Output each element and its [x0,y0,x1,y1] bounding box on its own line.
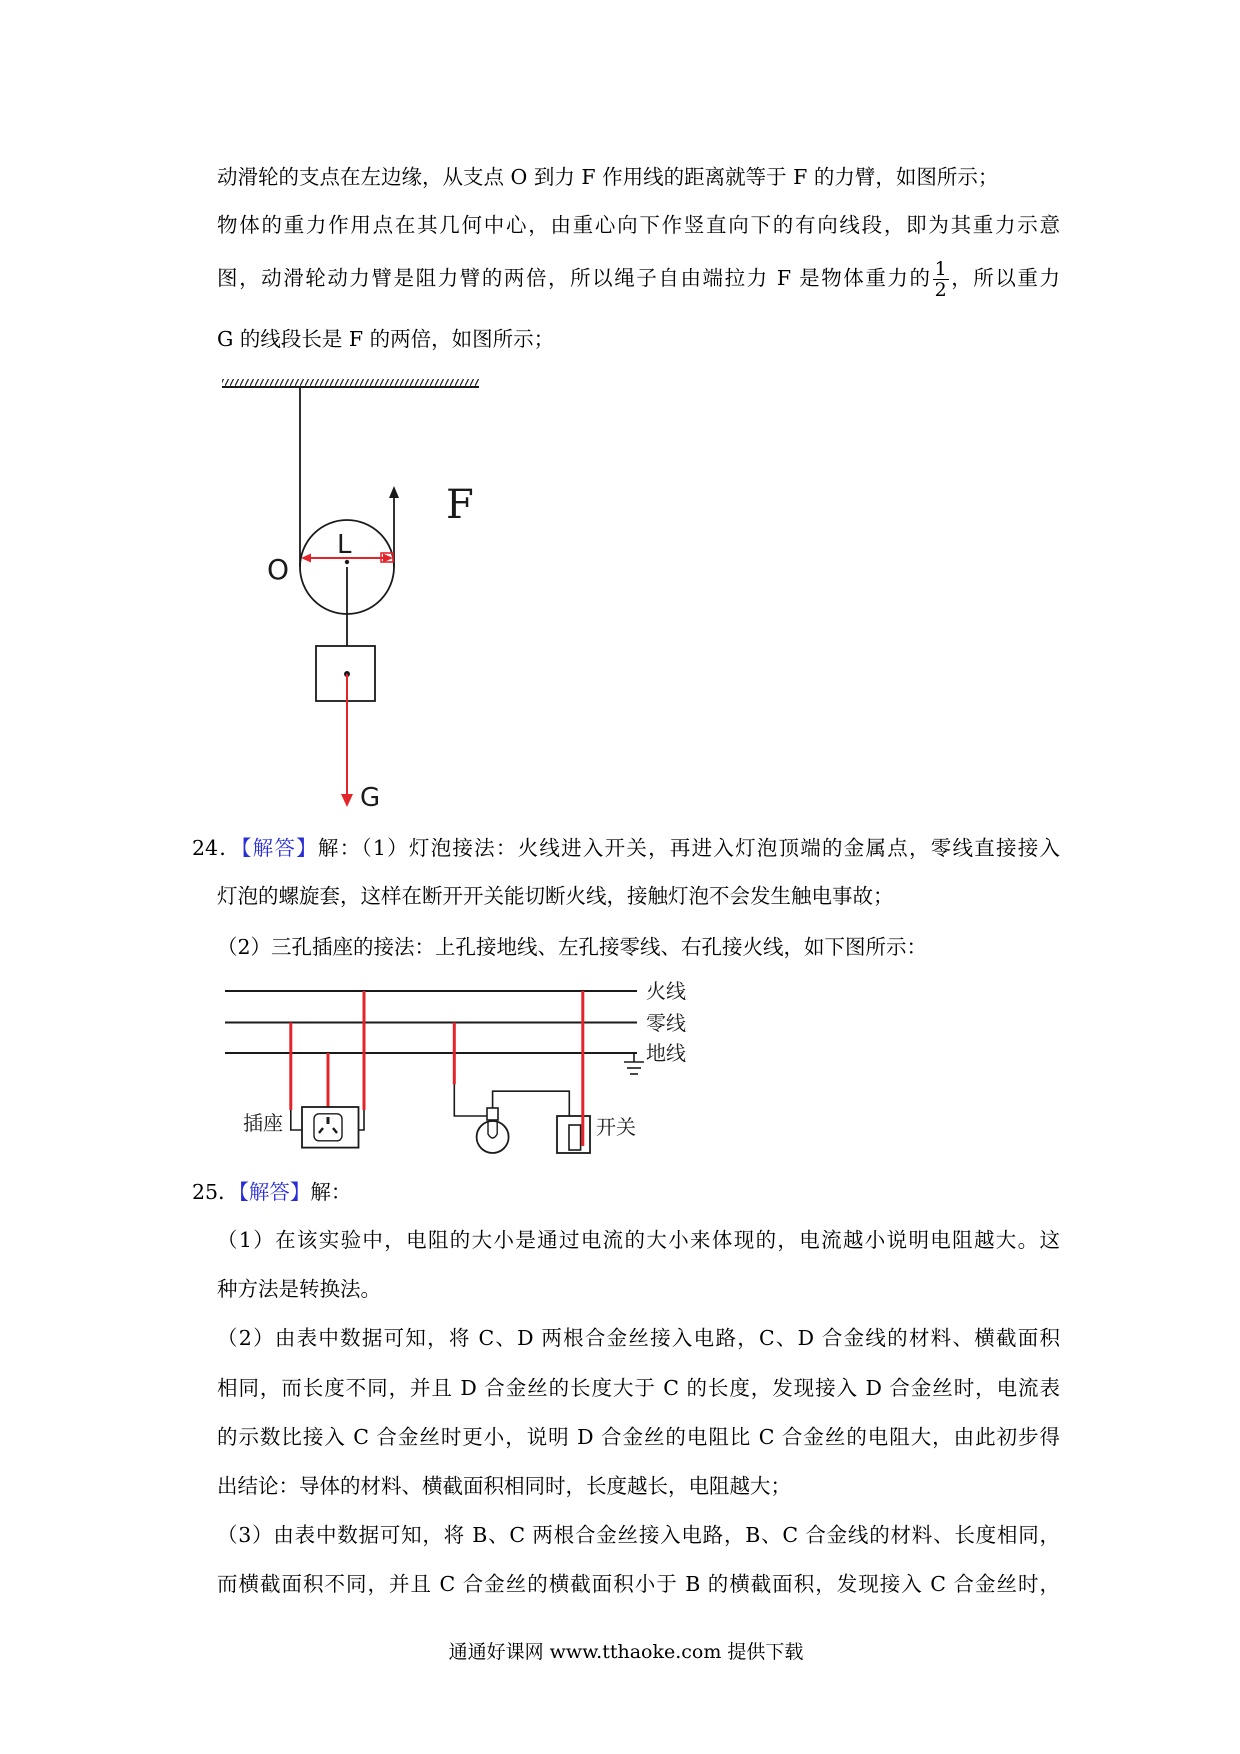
switch-lever [569,1125,581,1150]
lamp-switch-lead [493,1091,570,1116]
answer-24-line-1 [192,833,1060,863]
socket-label: 插座 [243,1111,283,1135]
three-hole-socket [302,1107,359,1148]
force-label: F [446,482,474,528]
answer-23-line-4: G 的线段长是 F 的两倍，如图所示； [217,327,555,351]
bulb-filament [488,1122,497,1138]
pulley-figure [200,370,500,820]
answer-25-line: 相同，而长度不同，并且 D 合金丝的长度大于 C 的长度，发现接入 D 合金丝时，电流表 [217,1376,1060,1400]
fraction-one-half [933,259,949,300]
axle-dot [345,560,349,564]
answer-25-line: （1）在该实验中，电阻的大小是通过电流的大小来体现的，电流越小说明电阻越大。这 [217,1228,1060,1252]
light-bulb [477,1121,509,1153]
pull-force-arrowhead [389,486,399,498]
answer-25-line: 出结论：导体的材料、横截面积相同时，长度越长，电阻越大； [217,1474,791,1498]
lever-arm-label: L [337,530,352,560]
answer-tag: 【解答】 [241,836,318,860]
answer-23-line-3-before: 图，动滑轮动力臂是阻力臂的两倍，所以绳子自由端拉力 F 是物体重力的 [217,266,932,290]
answer-24-line-1-text: 解：（1）灯泡接法：火线进入开关，再进入灯泡顶端的金属点，零线直接接入 [317,836,1060,860]
answer-25-line: （3）由表中数据可知，将 B、C 两根合金丝接入电路，B、C 合金线的材料、长度相同， [217,1523,1060,1547]
gravity-arrowhead [341,794,353,807]
pivot-label: O [267,553,290,586]
question-number: 24． [192,836,242,860]
answer-23-line-1: 动滑轮的支点在左边缘，从支点 O 到力 F 作用线的距离就等于 F 的力臂，如图所示； [217,165,999,189]
fraction-denominator: 2 [934,279,947,301]
gravity-label: G [360,783,381,813]
answer-23-line-3 [217,255,1060,301]
ground-symbol [624,1053,644,1074]
socket-left-hole [319,1128,323,1133]
answer-24-line-3: （2）三孔插座的接法：上孔接地线、左孔接零线、右孔接火线，如下图所示： [217,935,928,959]
answer-tag: 【解答】 [238,1180,311,1204]
answer-25-line: 种方法是转换法。 [217,1277,381,1301]
answer-25-intro: 解： [310,1180,352,1204]
socket-right-hole [333,1128,337,1133]
answer-25-header [192,1177,1060,1207]
neutral-wire-label: 零线 [646,1011,686,1035]
question-number: 25． [192,1180,239,1204]
answer-25-line: 而横截面积不同，并且 C 合金丝的横截面积小于 B 的横截面积，发现接入 C 合金丝时， [217,1572,1060,1596]
live-wire-label: 火线 [646,979,686,1003]
answer-23-line-2: 物体的重力作用点在其几何中心，由重心向下作竖直向下的有向线段，即为其重力示意 [217,213,1060,237]
ground-wire-label: 地线 [646,1041,686,1065]
answer-25-line: （2）由表中数据可知，将 C、D 两根合金丝接入电路，C、D 合金线的材料、横截面积 [217,1326,1060,1350]
socket-neutral-lead [291,1110,302,1130]
fraction-numerator: 1 [934,258,947,280]
socket-top-hole [327,1117,330,1124]
household-circuit-figure [210,970,710,1170]
answer-25-line: 的示数比接入 C 合金丝时更小，说明 D 合金丝的电阻比 C 合金丝的电阻大，由此初步得 [217,1425,1060,1449]
ceiling-hatching [222,379,479,387]
switch-box [557,1116,590,1153]
switch-label: 开关 [596,1115,636,1139]
answer-23-line-3-after: ，所以重力 [949,266,1060,290]
lamp-base [487,1108,498,1120]
page-footer: 通通好课网 www.tthaoke.com 提供下载 [448,1641,804,1663]
answer-24-line-2: 灯泡的螺旋套，这样在断开开关能切断火线，接触灯泡不会发生触电事故； [217,884,894,908]
lamp-neutral-lead [454,1084,487,1116]
